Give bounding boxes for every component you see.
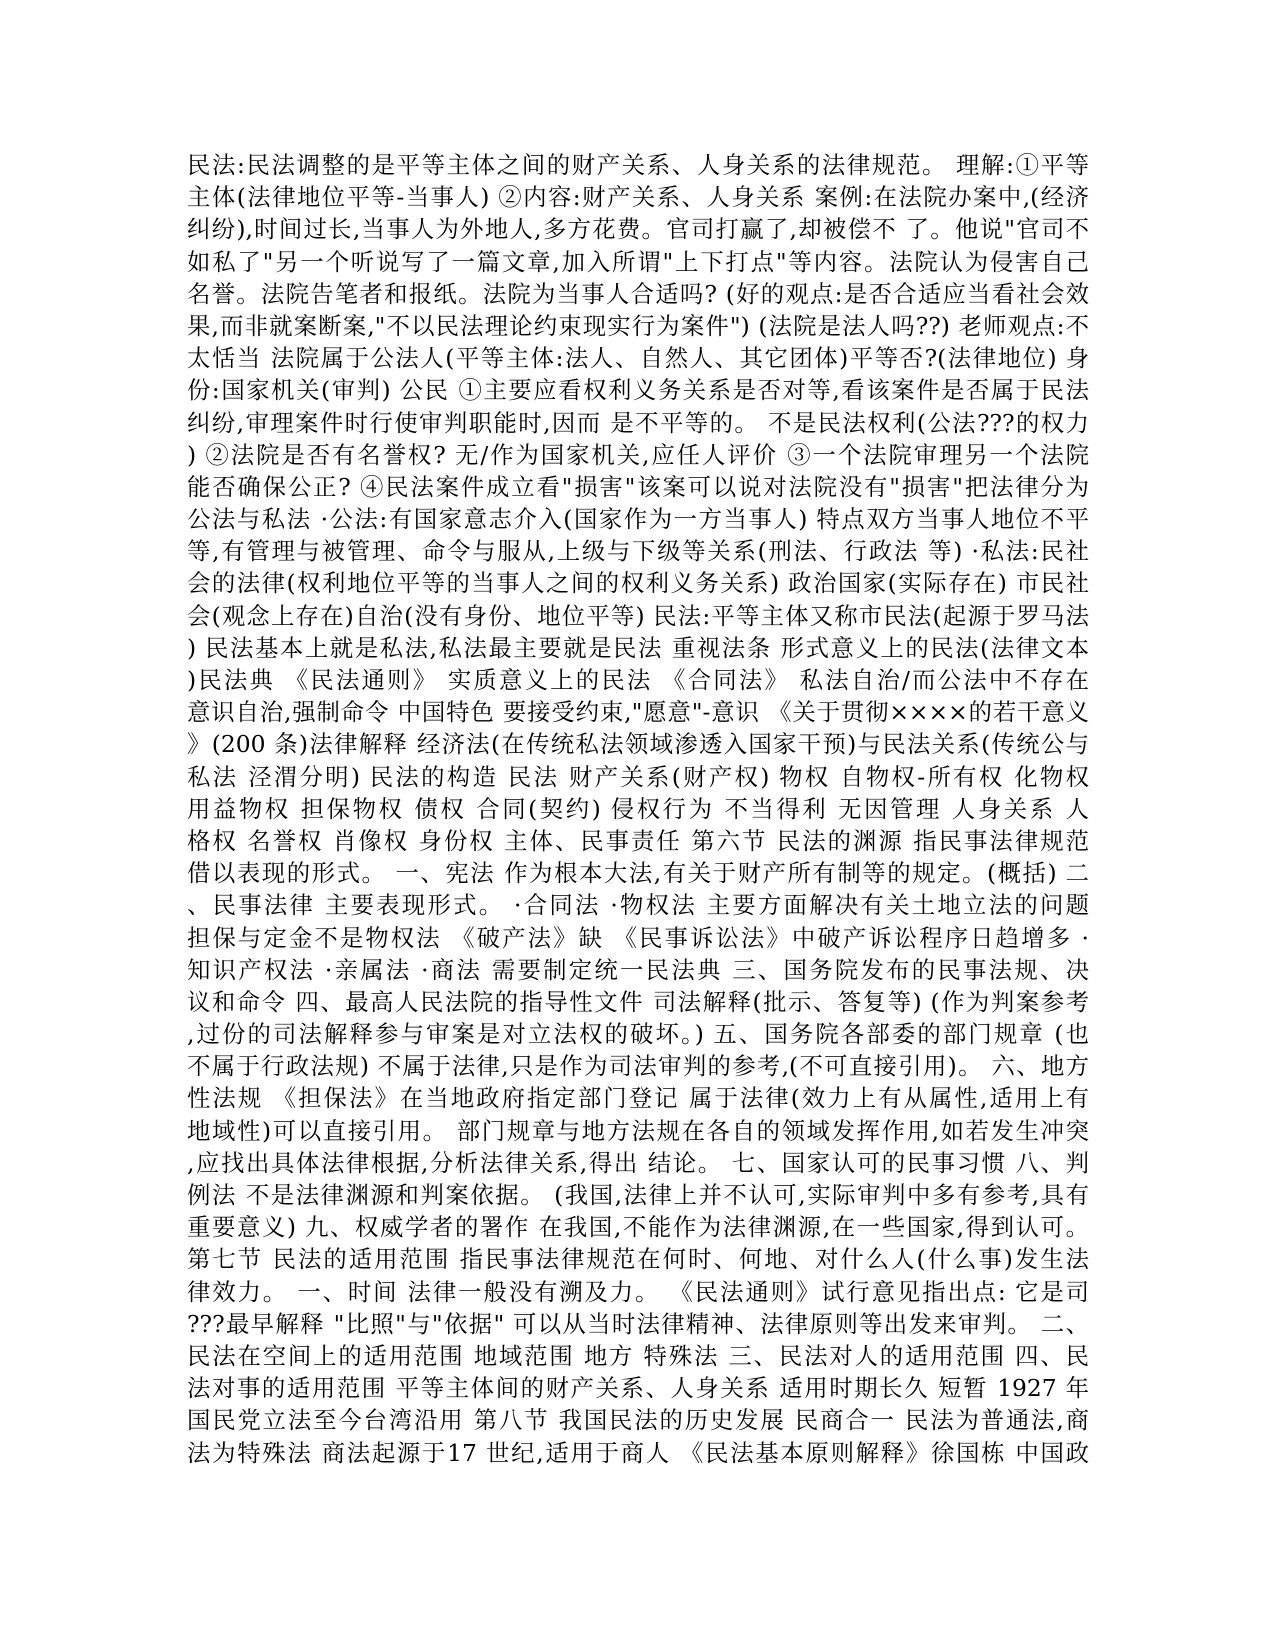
text-line: 民法在空间上的适用范围 地域范围 地方 特殊法 三、民法对人的适用范围 四、民 [187, 1341, 1089, 1370]
text-line: 》(200 条)法律解释 经济法(在传统私法领域渗透入国家干预)与民法关系(传统公与 [187, 730, 1089, 759]
text-line: 担保与定金不是物权法 《破产法》缺 《民事诉讼法》中破产诉讼程序日趋增多 · [187, 923, 1089, 952]
text-line: ,过份的司法解释参与审案是对立法权的破坏。) 五、国务院各部委的部门规章 (也 [187, 1020, 1089, 1049]
text-line: ) ②法院是否有名誉权? 无/作为国家机关,应任人评价 ③一个法院审理另一个法院 [187, 440, 1089, 469]
text-line: 份:国家机关(审判) 公民 ①主要应看权利义务关系是否对等,看该案件是否属于民法 [187, 376, 1089, 405]
text-line: 民法:民法调整的是平等主体之间的财产关系、人身关系的法律规范。 理解:①平等 [187, 151, 1089, 179]
text-line: 第七节 民法的适用范围 指民事法律规范在何时、何地、对什么人(什么事)发生法 [187, 1245, 1089, 1274]
text-line: 会的法律(权利地位平等的当事人之间的权利义务关系) 政治国家(实际存在) 市民社 [187, 569, 1089, 598]
text-line: 太恬当 法院属于公法人(平等主体:法人、自然人、其它团体)平等否?(法律地位) 身 [187, 344, 1089, 373]
text-line: 名誉。法院告笔者和报纸。法院为当事人合适吗? (好的观点:是否合适应当看社会效 [187, 279, 1089, 308]
text-line: 、民事法律 主要表现形式。 ·合同法 ·物权法 主要方面解决有关土地立法的问题 [187, 891, 1089, 920]
text-line: 法对事的适用范围 平等主体间的财产关系、人身关系 适用时期长久 短暂 1927 年 [187, 1374, 1089, 1403]
text-line: ,应找出具体法律根据,分析法律关系,得出 结论。 七、国家认可的民事习惯 八、判 [187, 1148, 1089, 1177]
text-line: 如私了"另一个听说写了一篇文章,加入所谓"上下打点"等内容。法院认为侵害自己 [187, 247, 1089, 276]
text-line: 议和命令 四、最高人民法院的指导性文件 司法解释(批示、答复等) (作为判案参考 [187, 987, 1089, 1016]
text-line: 例法 不是法律渊源和判案依据。 (我国,法律上并不认可,实际审判中多有参考,具有 [187, 1181, 1089, 1209]
text-line: ???最早解释 "比照"与"依据" 可以从当时法律精神、法律原则等出发来审判。 二、 [187, 1309, 1089, 1338]
text-line: 会(观念上存在)自治(没有身份、地位平等) 民法:平等主体又称市民法(起源于罗马法 [187, 601, 1089, 630]
text-line: 知识产权法 ·亲属法 ·商法 需要制定统一民法典 三、国务院发布的民事法规、决 [187, 955, 1089, 984]
body-text [187, 149, 1089, 1469]
text-line: 法为特殊法 商法起源于17 世纪,适用于商人 《民法基本原则解释》徐国栋 中国政 [187, 1438, 1089, 1467]
text-line: 能否确保公正? ④民法案件成立看"损害"该案可以说对法院没有"损害"把法律分为 [187, 472, 1089, 501]
text-line: 律效力。 一、时间 法律一般没有溯及力。 《民法通则》试行意见指出点: 它是司 [187, 1277, 1089, 1306]
text-line: 纠纷),时间过长,当事人为外地人,多方花费。官司打赢了,却被偿不 了。他说"官司不 [187, 215, 1089, 244]
text-line: )民法典 《民法通则》 实质意义上的民法 《合同法》 私法自治/而公法中不存在 [187, 666, 1089, 694]
text-line: 等,有管理与被管理、命令与服从,上级与下级等关系(刑法、行政法 等) ·私法:民社 [187, 537, 1089, 566]
text-line: 性法规 《担保法》在当地政府指定部门登记 属于法律(效力上有从属性,适用上有 [187, 1084, 1089, 1113]
text-line: 公法与私法 ·公法:有国家意志介入(国家作为一方当事人) 特点双方当事人地位不平 [187, 505, 1089, 534]
text-line: 主体(法律地位平等-当事人) ②内容:财产关系、人身关系 案例:在法院办案中,(经济 [187, 183, 1089, 212]
text-line: 地域性)可以直接引用。 部门规章与地方法规在各自的领域发挥作用,如若发生冲突 [187, 1116, 1089, 1145]
text-line: 国民党立法至今台湾沿用 第八节 我国民法的历史发展 民商合一 民法为普通法,商 [187, 1406, 1089, 1435]
text-line: 私法 泾渭分明) 民法的构造 民法 财产关系(财产权) 物权 自物权-所有权 化物权 [187, 762, 1089, 791]
text-line: 果,而非就案断案,"不以民法理论约束现实行为案件") (法院是法人吗??) 老师观点:不 [187, 311, 1089, 340]
text-line: 不属于行政法规) 不属于法律,只是作为司法审判的参考,(不可直接引用)。 六、地方 [187, 1052, 1089, 1081]
text-line: 用益物权 担保物权 债权 合同(契约) 侵权行为 不当得利 无因管理 人身关系 人 [187, 794, 1089, 823]
text-line: 重要意义) 九、权威学者的署作 在我国,不能作为法律渊源,在一些国家,得到认可。 [187, 1213, 1089, 1242]
text-line: ) 民法基本上就是私法,私法最主要就是民法 重视法条 形式意义上的民法(法律文本 [187, 633, 1089, 662]
text-line: 意识自治,强制命令 中国特色 要接受约束,"愿意"-意识 《关于贯彻××××的若干意义 [187, 698, 1089, 727]
text-line: 借以表现的形式。 一、宪法 作为根本大法,有关于财产所有制等的规定。(概括) 二 [187, 859, 1089, 888]
text-line: 格权 名誉权 肖像权 身份权 主体、民事责任 第六节 民法的渊源 指民事法律规范 [187, 826, 1089, 855]
text-line: 纠纷,审理案件时行使审判职能时,因而 是不平等的。 不是民法权利(公法???的权力 [187, 408, 1089, 437]
